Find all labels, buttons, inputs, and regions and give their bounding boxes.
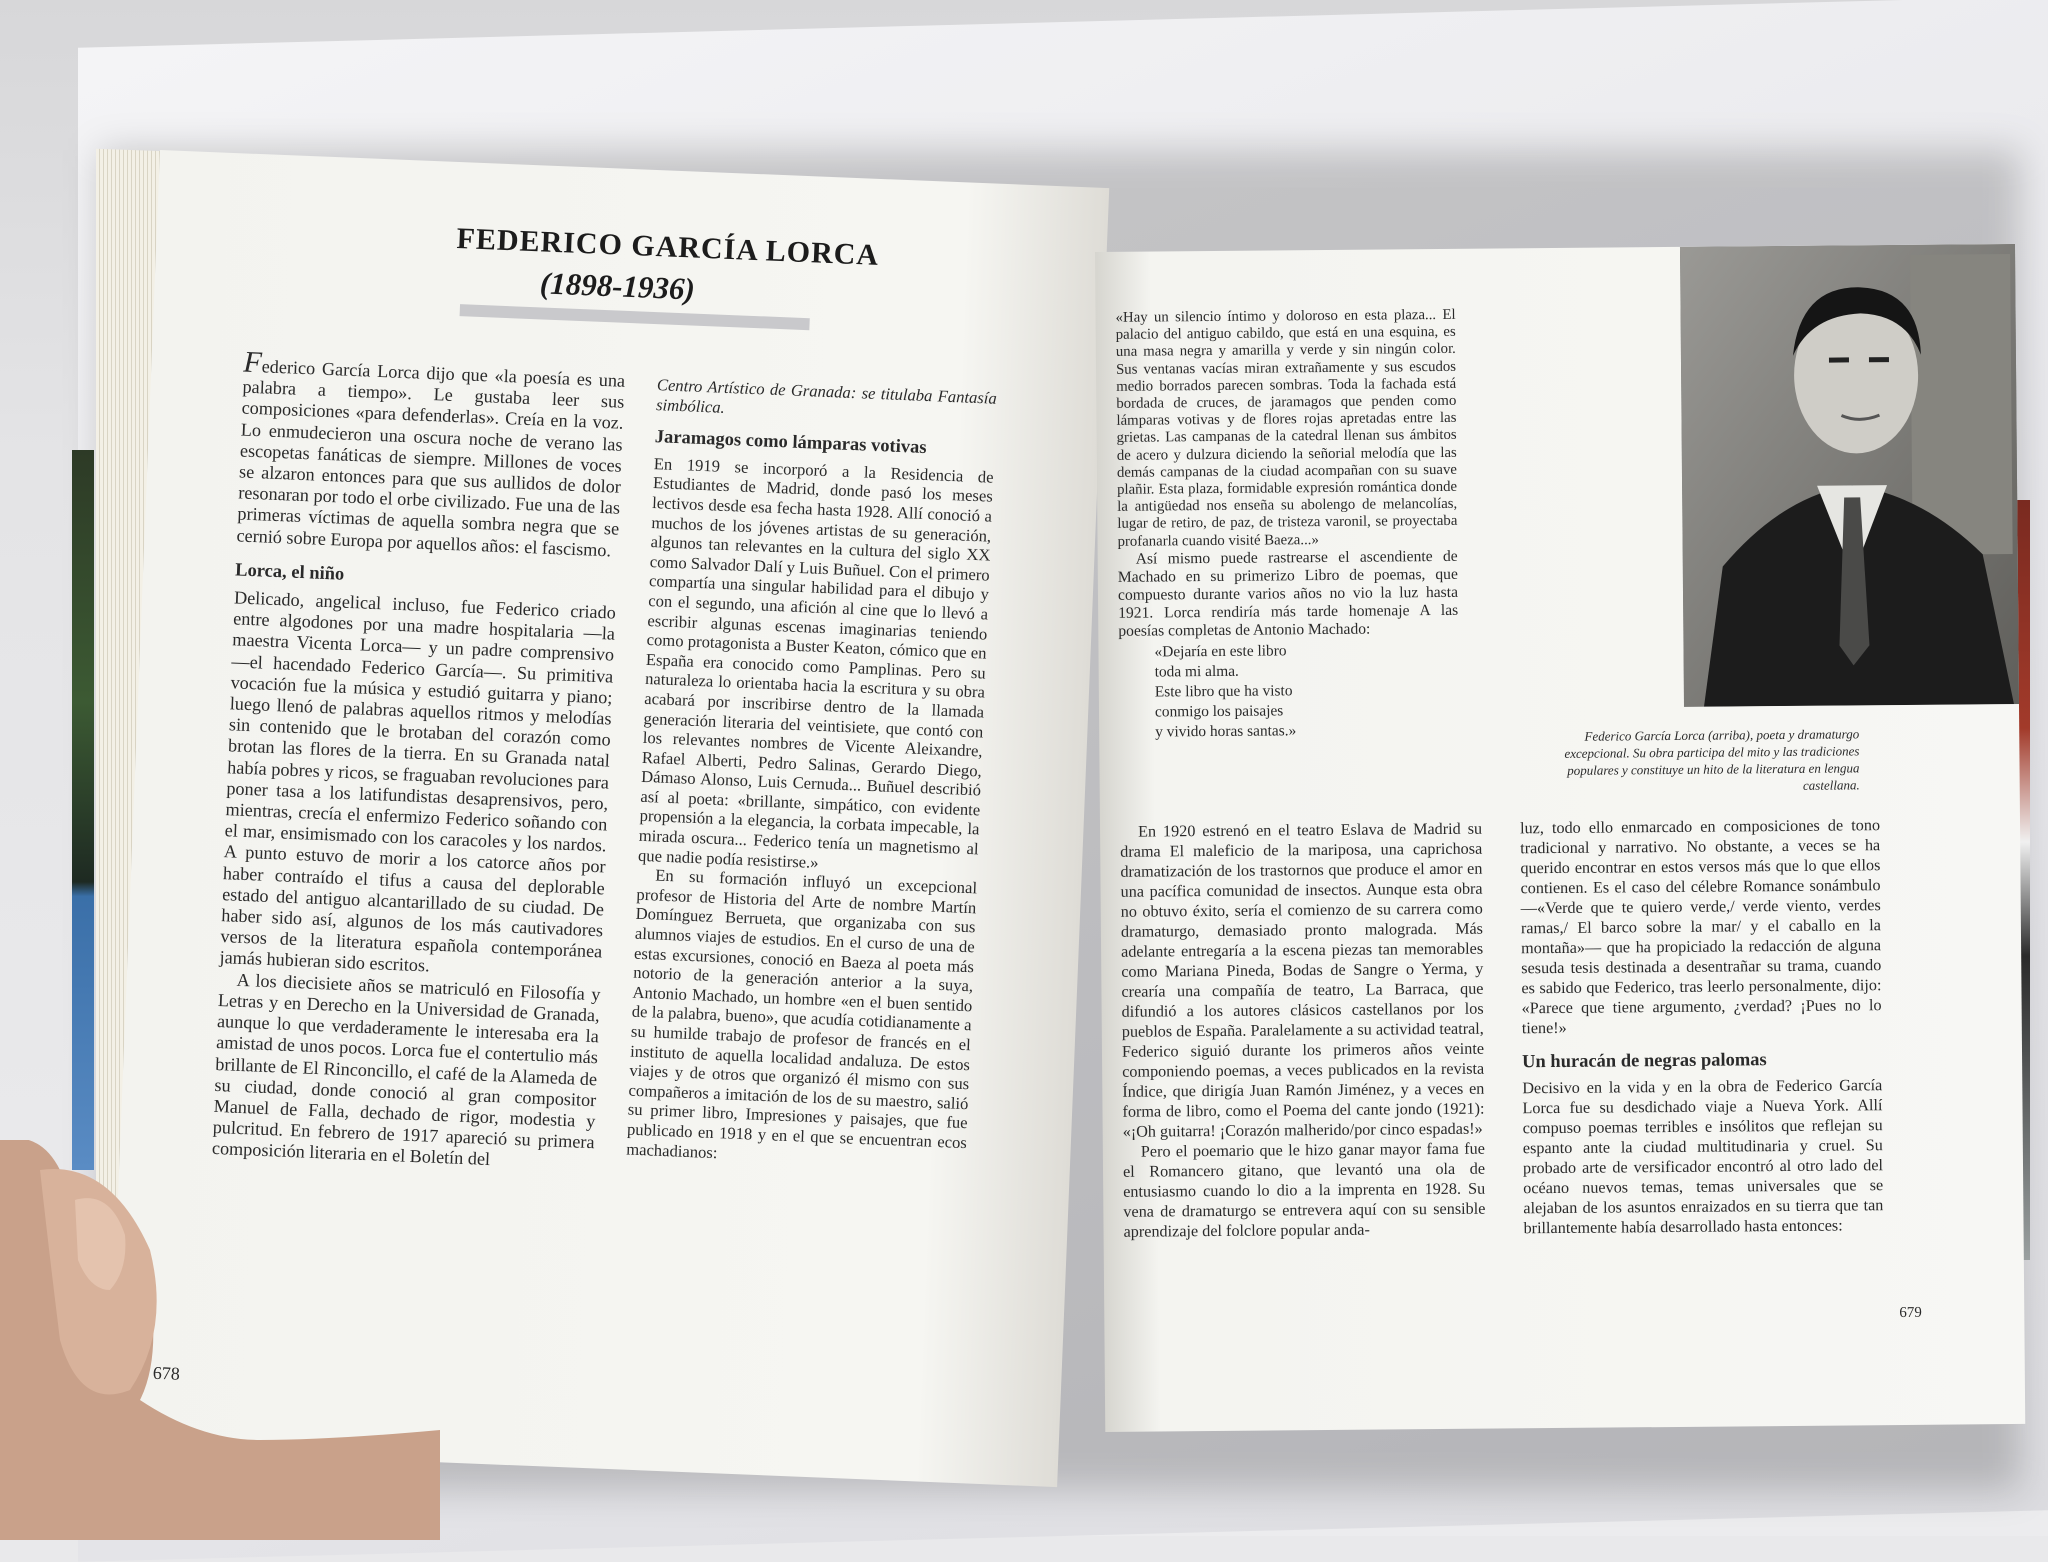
right-column-b (1520, 815, 1884, 1238)
paragraph: Delicado, angelical incluso, fue Federico criado entre algodones por una madre hospitalaria —la maestra Vicenta Lorca— y un padre comprensivo —el hacendado Federico García—. Su primitiva vocación fue la música y estudió guitarra y piano; luego llenó de palabras aquellos ritmos y melodías sin contenido que le brotaban del corazón como brotan las flores de la tierra. En su Granada natal había pobres y ricos, se fraguaban revoluciones para poner tasa a los latifundistas desaprensivos, pero, mientras, crecía el enfermizo Federico soñando con el mar, ensimismado con los caracoles y los nardos. A punto estuvo de morir a los catorce años por haber contraído el tifus a causa del deplorable estado del antiguo alcantarillado de su ciudad. De haber sido así, algunos de los más cautivadores versos de la literatura española contemporánea jamás hubieran sido escritos. (219, 587, 617, 976)
page-number-left: 678 (152, 1362, 181, 1384)
portrait-photo (1680, 244, 2024, 707)
verse-line: conmigo los paisajes (1154, 702, 1284, 721)
section-heading-huracan: Un huracán de negras palomas (1522, 1050, 1767, 1073)
page-number-right: 679 (1899, 1304, 1922, 1322)
title-underline-bar (460, 304, 810, 330)
section-heading-jaramagos: Jaramagos como lámparas votivas (654, 427, 927, 459)
portrait-illustration (1680, 244, 2024, 707)
hand (0, 1140, 440, 1540)
paragraph: Centro Artístico de Granada: se titulaba Fantasía simbólica. (655, 375, 998, 417)
verse-line: Este libro que ha visto (1154, 682, 1293, 701)
right-page (1095, 244, 2025, 1432)
machado-quote: «Hay un silencio íntimo y doloroso en esta plaza... El palacio del antiguo cabildo, que está en una esquina, es una masa negra y amarilla y verde y sin ningún color. Sus ventanas vacías miran extrañamente y sus escudos medio borrados parecen sombras. Toda la fachada está bordada de cruces, de jaramagos que penden como lámparas votivas y de flores rojas apretadas entre las grietas. Las campanas de la catedral llenan sus ámbitos de acero y dulzura diciendo la señorial melodía que las demás campanas de la ciudad acompañan con su suave plañir. Esta plaza, formidable expresión romántica donde la antigüedad nos enseña su abolengo de melancolías, lugar de retiro, de paz, de tristeza varonil, se proyectaba profanarla cuando visité Baeza...» (1115, 306, 1458, 550)
article-dates: (1898-1936) (539, 265, 696, 307)
article-title: FEDERICO GARCÍA LORCA (456, 221, 880, 272)
paragraph: En 1919 se incorporó a la Residencia de Estudiantes de Madrid, donde pasó los meses lectivos desde esa fecha hasta 1928. Allí conoció a muchos de los jóvenes artistas de su generación, algunos tan relevantes en la cultura del siglo XX como Salvador Dalí y Luis Buñuel. Con el primero compartía una singular habilidad para el dibujo y con el segundo, una afición al cine que lo llevó a escribir algunas escenas imaginarias teniendo como protagonista a Buster Keaton, cómico que en España era conocido como Pamplinas. Pero su naturaleza lo orientaba hacia la escritura y su obra acabará por inscribirse dentro de la llamada generación literaria del veintisiete, que contó con los relevantes nombres de Vicente Aleixandre, Rafael Alberti, Pedro Salinas, Gerardo Diego, Dámaso Alonso, Luis Cernuda... Buñuel describió así al poeta: «brillante, simpático, con evidente propensión a la elegancia, la corbata impecable, la mirada oscura... Federico tenía un magnetismo al que nadie podía resistirse.» (637, 453, 994, 872)
paragraph: Pero el poemario que le hizo ganar mayor fama fue el Romancero gitano, que levantó una ola de entusiasmo cuando lo dio a la imprenta en 1928. Su vena de dramaturgo se entrevera aquí con su sensible aprendizaje del folclore popular anda- (1122, 1139, 1486, 1241)
left-column-1 (211, 345, 626, 1175)
verse-line: «Dejaría en este libro (1154, 642, 1287, 661)
right-column-top (1116, 307, 1460, 747)
paragraph: A los diecisiete años se matriculó en Filosofía y Letras y en Derecho en la Universidad de Granada, aunque lo que verdaderamente le interesaba era la amistad de unos pocos. Lorca fue el contertulio más brillante de El Rinconcillo, el café de la Alameda de su ciudad, donde conoció al gran compositor Manuel de Falla, dechado de rigor, modestia y pulcritud. En febrero de 1917 apareció su primera composición literaria en el Boletín del (211, 969, 601, 1170)
right-column-a (1120, 819, 1486, 1242)
paragraph: Decisivo en la vida y en la obra de Federico García Lorca fue su desdichado viaje a Nueva York. Allí compuso poemas terribles e insólitos que reflejan su espanto ante la ciudad multitudinaria y cruel. Su probado arte de versificador encontró al otro lado del océano nuevos temas, temas universales que se alejaban de los asuntos enraizados en su tierra que tan brillantemente había desarrollado hasta entonces: (1522, 1076, 1884, 1238)
photo-caption: Federico García Lorca (arriba), poeta y dramaturgo excepcional. Su obra participa del mito y las tradiciones populares y constituye un hito de la literatura en lengua castellana. (1564, 726, 1860, 793)
paragraph: luz, todo ello enmarcado en composiciones de tono tradicional y narrativo. No obstante, a veces se ha querido encontrar en estos versos más que lo que ellos contienen. Es el caso del célebre Romance sonámbulo —«Verde que te quiero verde,/ verde viento, verdes ramas,/ El barco sobre la mar/ y el caballo en la montaña»— que ha propiciado la redacción de alguna sesuda tesis destinada a desentrañar su trama, cuando es sabido que Federico, tras leerlo personalmente, dijo: «Parece que tiene argumento, ¿verdad? ¡Pues no lo tiene!» (1519, 816, 1882, 1038)
paragraph: En 1920 estrenó en el teatro Eslava de Madrid su drama El maleficio de la mariposa, una caprichosa dramatización de los trastornos que produce el amor en una pacífica comunidad de insectos. Aunque esta obra no obtuvo éxito, sería el comienzo de su carrera como dramaturgo, demasiado pronto malograda. Más adelante entregaría a la escena piezas tan memorables como Mariana Pineda, Bodas de Sangre o Yerma, y crearía una compañía de teatro, La Barraca, que difundió a los autores clásicos castellanos por los pueblos de España. Paralelamente a su actividad teatral, Federico siguió durante los primeros años veinte componiendo poemas, a veces publicados en la revista Índice, que dirigía Juan Ramón Jiménez, y a veces en forma de libro, como el Poema del cante jondo (1921): «¡Oh guitarra! ¡Corazón malherido/por cinco espadas!» (1120, 819, 1485, 1141)
intro-text: ederico García Lorca dijo que «la poesía es una palabra a tiempo». Le gustaba leer sus composiciones «para defenderlas». Creía en la voz. Lo enmudecieron una oscura noche de verano las escopetas fanáticas de siempre. Millones de voces se alzaron entonces para que sus aullidos de dolor resonaran por todo el orbe civilizado. Fue una de las primeras víctimas de aquella sombra negra que se cernió sobre Europa por aquellos años: el fascismo. (236, 356, 626, 561)
book-cover-edge-left (72, 450, 94, 1170)
verse-line: y vivido horas santas.» (1155, 722, 1297, 741)
drop-cap: F (242, 345, 263, 380)
section-heading-lorca-el-nino: Lorca, el niño (234, 560, 345, 585)
paragraph: En su formación influyó un excepcional profesor de Historia del Arte de nombre Martín Domínguez Berrueta, que organizaba con sus alumnos viajes de estudios. En el curso de una de estas excursiones, conoció en Baeza al poeta más notorio de la generación anterior a la suya, Antonio Machado, un hombre «en el buen sentido de la palabra, bueno», que acudía cotidianamente a su humilde trabajo de profesor de francés en el instituto de aquella localidad andaluza. De estos viajes y de otros que organizó él mismo con sus compañeros a imitación de los de su maestro, salió su primer libro, Impresiones y paisajes, que fue publicado en 1918 y en el que se encuentran ecos machadianos: (625, 865, 978, 1162)
paragraph: Así mismo puede rastrearse el ascendiente de Machado en su primerizo Libro de poemas, que compuesto durante varios años no vio la luz hasta 1921. Lorca rendiría más tarde homenaje A las poesías completas de Antonio Machado: (1117, 547, 1459, 640)
left-column-2 (626, 375, 997, 1172)
intro-paragraph (236, 345, 626, 562)
verse-line: toda mi alma. (1154, 662, 1239, 681)
verse-block (1118, 640, 1459, 743)
